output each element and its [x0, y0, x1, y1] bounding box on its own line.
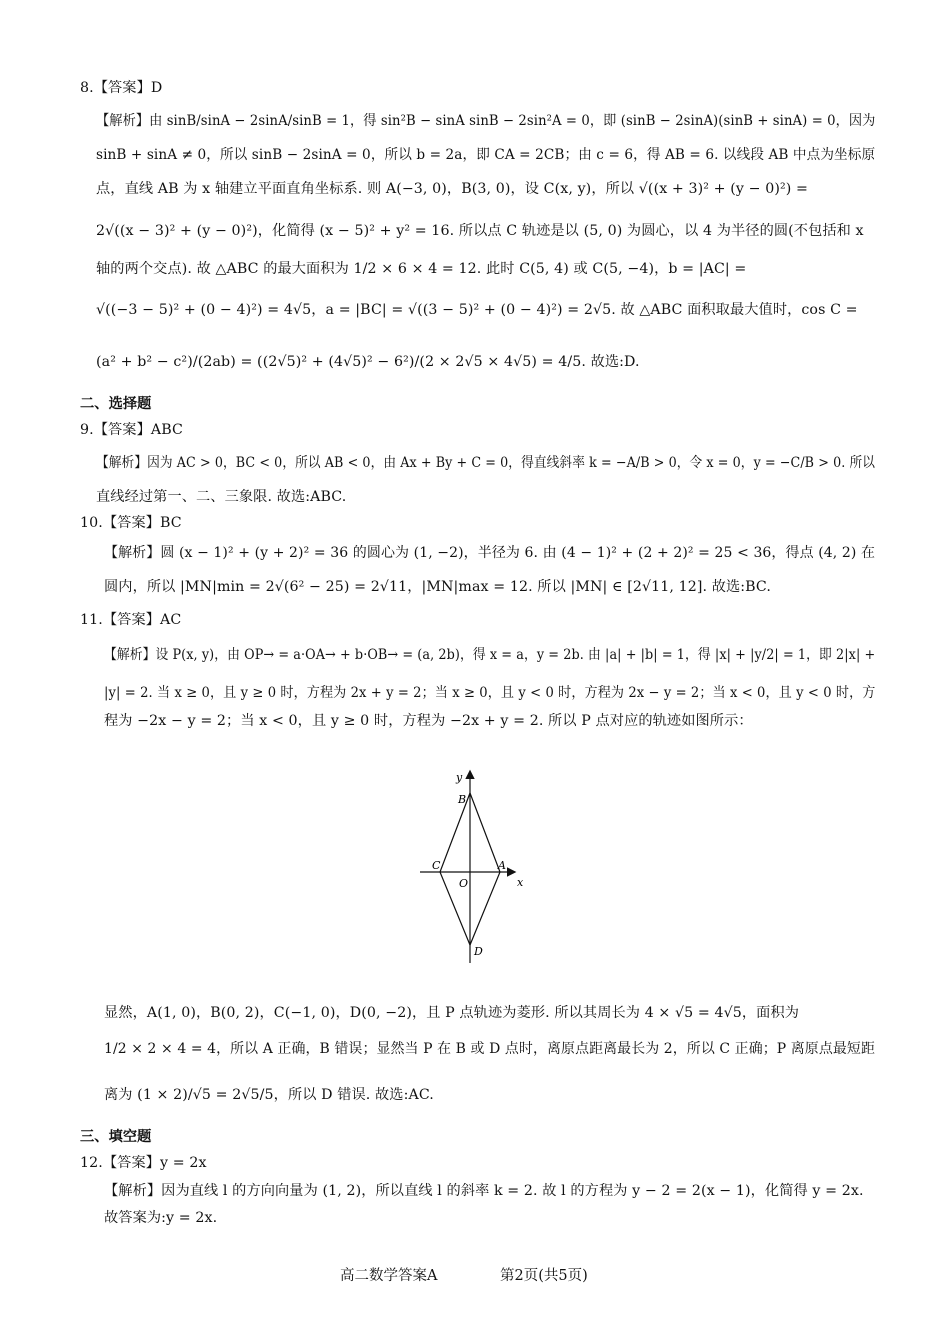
q8-line-5: 轴的两个交点). 故 △ABC 的最大面积为 1/2 × 6 × 4 = 12. 此时 C(5, 4) 或 C(5, −4)，b = |AC| = [96, 261, 747, 277]
q12-line-1: 【解析】因为直线 l 的方向向量为 (1, 2)，所以直线 l 的斜率 k = 2. 故 l 的方程为 y − 2 = 2(x − 1)，化简得 y = 2x. [104, 1183, 864, 1199]
rhombus-figure [412, 765, 542, 970]
section-2-title: 二、选择题 [80, 396, 152, 412]
q9-line-1: 【解析】因为 AC > 0，BC < 0，所以 AB < 0，由 Ax + By + C = 0，得直线斜率 k = −A/B > 0，令 x = 0，y = −C/B > 0. 所以 [96, 455, 876, 471]
label-A: A [498, 859, 506, 872]
q9-answer: 9.【答案】ABC [80, 422, 183, 438]
q8-line-2: sinB + sinA ≠ 0，所以 sinB − 2sinA = 0，所以 b = 2a，即 CA = 2CB；由 c = 6，得 AB = 6. 以线段 AB 中点为坐标原 [96, 147, 876, 163]
label-D: D [474, 945, 483, 958]
label-x: x [517, 876, 524, 889]
footer-title: 高二数学答案A [340, 1268, 438, 1284]
q9-line-2: 直线经过第一、二、三象限. 故选:ABC. [96, 489, 347, 505]
q8-answer: 8.【答案】D [80, 80, 163, 96]
q8-line-3: 点，直线 AB 为 x 轴建立平面直角坐标系. 则 A(−3, 0)，B(3, 0)，设 C(x, y)，所以 √((x + 3)² + (y − 0)²) = [96, 181, 809, 197]
q12-line-2: 故答案为:y = 2x. [104, 1210, 218, 1226]
q8-line-4: 2√((x − 3)² + (y − 0)²)，化简得 (x − 5)² + y² = 16. 所以点 C 轨迹是以 (5, 0) 为圆心，以 4 为半径的圆(不包括和 x [96, 223, 864, 239]
q8-line-6: √((−3 − 5)² + (0 − 4)²) = 4√5，a = |BC| = √((3 − 5)² + (0 − 4)²) = 2√5. 故 △ABC 面积取最大值时，cos C = [96, 302, 858, 318]
footer-page-number: 第2页(共5页) [500, 1268, 588, 1284]
label-y: y [456, 771, 463, 784]
q8-line-1: 【解析】由 sinB/sinA − 2sinA/sinB = 1，得 sin²B − sinA sinB − 2sin²A = 0，即 (sinB − 2sinA)(sinB + sinA) = 0，因为 [96, 113, 876, 129]
q11-line-5: 1/2 × 2 × 4 = 4，所以 A 正确，B 错误；显然当 P 在 B 或 D 点时，离原点距离最长为 2，所以 C 正确；P 离原点最短距 [104, 1041, 875, 1057]
q10-line-1: 【解析】圆 (x − 1)² + (y + 2)² = 36 的圆心为 (1, −2)，半径为 6. 由 (4 − 1)² + (2 + 2)² = 25 < 36，得点 (4, 2) 在 [104, 545, 876, 561]
label-C: C [432, 859, 441, 872]
q12-answer: 12.【答案】y = 2x [80, 1155, 207, 1171]
q11-line-1: 【解析】设 P(x, y)，由 OP→ = a·OA→ + b·OB→ = (a, 2b)，得 x = a，y = 2b. 由 |a| + |b| = 1，得 |x| + |y/2| = 1，即 2|x| + [104, 647, 876, 663]
q11-line-4: 显然，A(1, 0)，B(0, 2)，C(−1, 0)，D(0, −2)，且 P 点轨迹为菱形. 所以其周长为 4 × √5 = 4√5，面积为 [104, 1005, 800, 1021]
label-O: O [459, 877, 469, 890]
q11-line-6: 离为 (1 × 2)/√5 = 2√5/5，所以 D 错误. 故选:AC. [104, 1087, 434, 1103]
q8-line-7: (a² + b² − c²)/(2ab) = ((2√5)² + (4√5)² − 6²)/(2 × 2√5 × 4√5) = 4/5. 故选:D. [96, 354, 640, 370]
q11-answer: 11.【答案】AC [80, 612, 182, 628]
q11-line-3: 程为 −2x − y = 2；当 x < 0，且 y ≥ 0 时，方程为 −2x + y = 2. 所以 P 点对应的轨迹如图所示： [104, 713, 753, 729]
q11-line-2: |y| = 2. 当 x ≥ 0，且 y ≥ 0 时，方程为 2x + y = 2；当 x ≥ 0，且 y < 0 时，方程为 2x − y = 2；当 x < 0，且 y < 0 时，方 [104, 685, 876, 701]
q10-line-2: 圆内，所以 |MN|min = 2√(6² − 25) = 2√11，|MN|max = 12. 所以 |MN| ∈ [2√11, 12]. 故选:BC. [104, 579, 771, 595]
label-B: B [458, 793, 467, 806]
q10-answer: 10.【答案】BC [80, 515, 182, 531]
section-3-title: 三、填空题 [80, 1129, 152, 1145]
